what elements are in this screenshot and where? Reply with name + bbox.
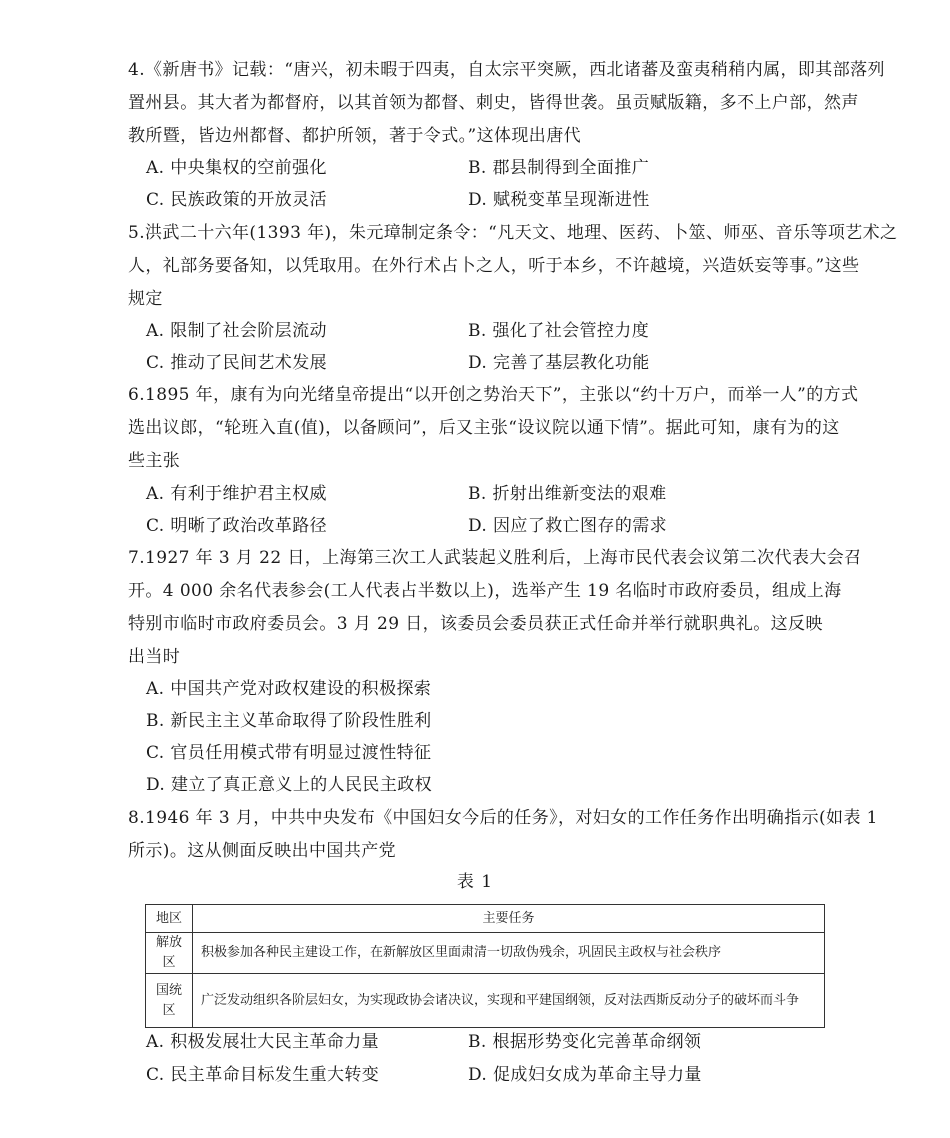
question-text-line: 4.《新唐书》记载：“唐兴，初未暇于四夷，自太宗平突厥，西北诸蕃及蛮夷稍稍内属，即其部落列 (128, 60, 885, 80)
task-table (145, 904, 825, 1028)
option-c: C. 推动了民间艺术发展 (146, 353, 328, 373)
option-d: D. 建立了真正意义上的人民民主政权 (146, 775, 433, 795)
option-c: C. 民族政策的开放灵活 (146, 190, 328, 210)
option-a: A. 限制了社会阶层流动 (146, 321, 327, 341)
region-cell: 国统区 (146, 974, 193, 1028)
question-text-line: 选出议郎，“轮班入直(值)，以备顾问”，后又主张“设议院以通下情”。据此可知，康有为的这 (128, 418, 840, 438)
question-text-line: 教所暨，皆边州都督、都护所领，著于令式。”这体现出唐代 (128, 126, 581, 146)
question-text-line: 5.洪武二十六年(1393 年)，朱元璋制定条令：“凡天文、地理、医药、卜筮、师巫、音乐等项艺术之 (128, 223, 898, 243)
option-d: D. 因应了救亡图存的需求 (468, 516, 668, 536)
option-a: A. 中央集权的空前强化 (146, 158, 327, 178)
table-caption: 表 1 (456, 872, 494, 892)
option-b: B. 根据形势变化完善革命纲领 (468, 1032, 702, 1052)
header-cell-task: 主要任务 (193, 905, 825, 933)
option-b: B. 折射出维新变法的艰难 (468, 484, 667, 504)
question-text-line: 规定 (128, 289, 163, 309)
region-cell: 解放区 (146, 933, 193, 974)
option-c: C. 官员任用模式带有明显过渡性特征 (146, 743, 432, 763)
option-b: B. 强化了社会管控力度 (468, 321, 650, 341)
option-d: D. 促成妇女成为革命主导力量 (468, 1065, 702, 1085)
question-text-line: 置州县。其大者为都督府，以其首领为都督、刺史，皆得世袭。虽贡赋版籍，多不上户部，然声 (128, 93, 859, 113)
option-a: A. 中国共产党对政权建设的积极探索 (146, 679, 432, 699)
question-text-line: 8.1946 年 3 月，中共中央发布《中国妇女今后的任务》，对妇女的工作任务作出明确指示(如表 1 (128, 808, 878, 828)
option-a: A. 积极发展壮大民主革命力量 (146, 1032, 380, 1052)
table-row (146, 933, 825, 974)
option-c: C. 明晰了政治改革路径 (146, 516, 328, 536)
option-c: C. 民主革命目标发生重大转变 (146, 1065, 380, 1085)
header-cell-region: 地区 (146, 905, 193, 933)
question-text-line: 些主张 (128, 451, 181, 471)
table-row (146, 974, 825, 1028)
option-b: B. 新民主主义革命取得了阶段性胜利 (146, 711, 432, 731)
option-d: D. 赋税变革呈现渐进性 (468, 190, 650, 210)
option-b: B. 郡县制得到全面推广 (468, 158, 650, 178)
question-text-line: 出当时 (128, 647, 181, 667)
task-cell: 积极参加各种民主建设工作，在新解放区里面肃清一切敌伪残余，巩固民主政权与社会秩序 (193, 933, 825, 974)
option-d: D. 完善了基层教化功能 (468, 353, 650, 373)
question-text-line: 7.1927 年 3 月 22 日，上海第三次工人武装起义胜利后，上海市民代表会议第二次代表大会召 (128, 548, 862, 568)
option-a: A. 有利于维护君主权威 (146, 484, 327, 504)
question-text-line: 特别市临时市政府委员会。3 月 29 日，该委员会委员获正式任命并举行就职典礼。这反映 (128, 614, 823, 634)
task-cell: 广泛发动组织各阶层妇女，为实现政协会诸决议，实现和平建国纲领，反对法西斯反动分子的破坏而斗争 (193, 974, 825, 1028)
question-text-line: 所示)。这从侧面反映出中国共产党 (128, 841, 397, 861)
question-text-line: 人，礼部务要备知，以凭取用。在外行术占卜之人，听于本乡，不许越境，兴造妖妄等事。”这些 (128, 256, 860, 276)
table-header-row (146, 905, 825, 933)
question-text-line: 6.1895 年，康有为向光绪皇帝提出“以开创之势治天下”，主张以“约十万户，而举一人”的方式 (128, 385, 859, 405)
question-text-line: 开。4 000 余名代表参会(工人代表占半数以上)，选举产生 19 名临时市政府委员，组成上海 (128, 581, 842, 601)
